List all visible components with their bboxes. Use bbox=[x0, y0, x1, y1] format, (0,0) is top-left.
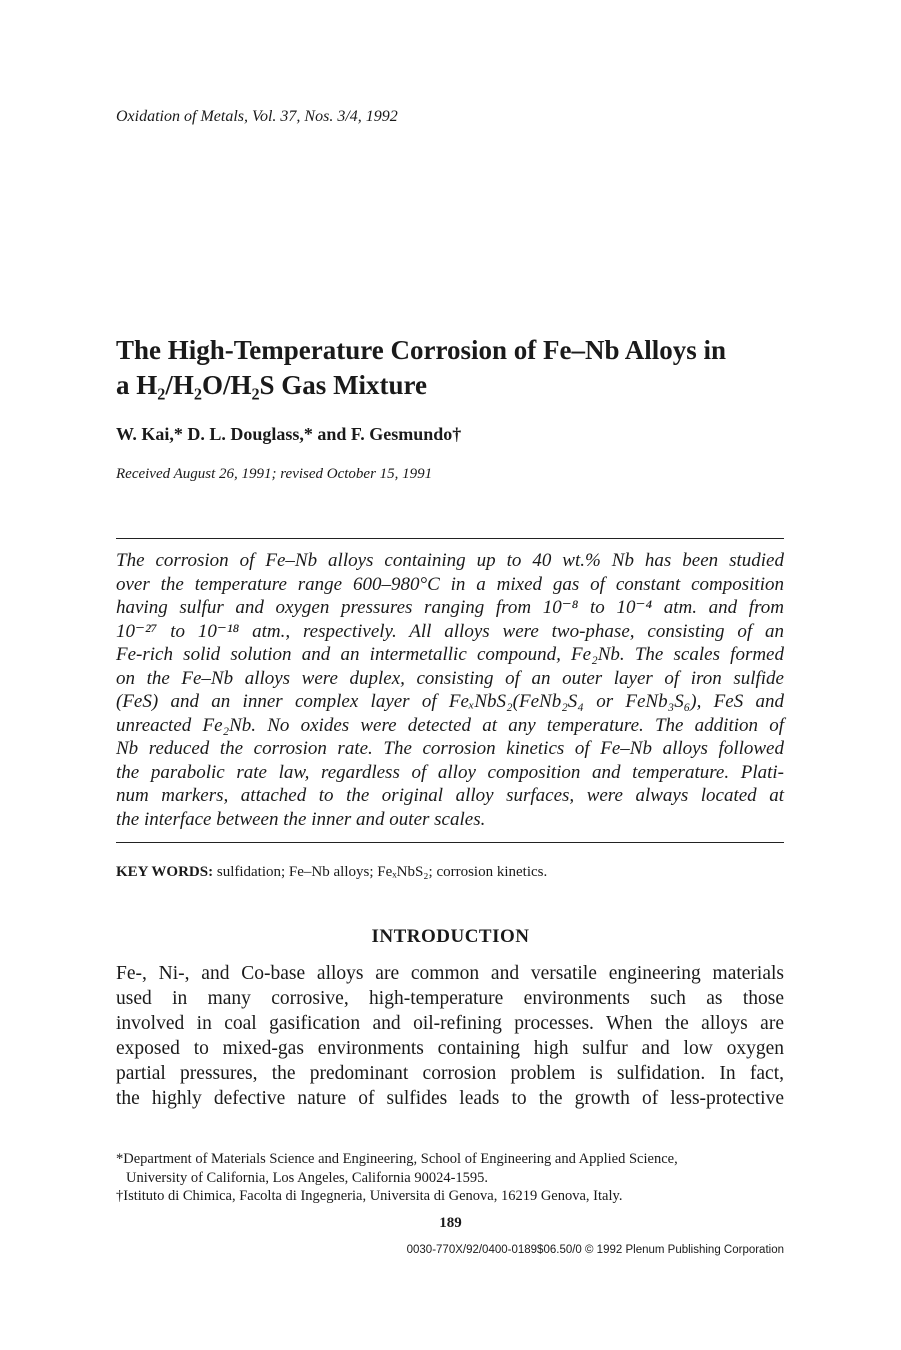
abstract-line: (FeS) and an inner complex layer of FeₓNbS₂(FeNb₂S₄ or FeNb₃S₆), FeS and bbox=[116, 691, 784, 712]
abstract-line: having sulfur and oxygen pressures ranging from 10⁻⁸ to 10⁻⁴ atm. and from bbox=[116, 597, 784, 618]
body-line: used in many corrosive, high-temperature environments such as those bbox=[116, 988, 784, 1009]
copyright-line: 0030-770X/92/0400-0189$06.50/0 © 1992 Plenum Publishing Corporation bbox=[406, 1244, 784, 1256]
body-line: exposed to mixed-gas environments containing high sulfur and low oxygen bbox=[116, 1038, 784, 1059]
abstract-line: num markers, attached to the original alloy surfaces, were always located at bbox=[116, 785, 784, 806]
footnote-affiliation-2: †Istituto di Chimica, Facolta di Ingegneria, Universita di Genova, 16219 Genova, Italy. bbox=[116, 1188, 623, 1204]
abstract-line: on the Fe–Nb alloys were duplex, consisting of an outer layer of iron sulfide bbox=[116, 667, 784, 689]
page-number: 189 bbox=[439, 1215, 462, 1231]
body-line: partial pressures, the predominant corrosion problem is sulfidation. In fact, bbox=[116, 1063, 784, 1084]
abstract-line: 10⁻²⁷ to 10⁻¹⁸ atm., respectively. All alloys were two-phase, consisting of an bbox=[116, 620, 784, 642]
keywords-text: sulfidation; Fe–Nb alloys; FeₓNbS₂; corrosion kinetics. bbox=[216, 864, 548, 880]
journal-citation: Oxidation of Metals, Vol. 37, Nos. 3/4, 1992 bbox=[116, 108, 398, 125]
abstract-line: the parabolic rate law, regardless of alloy composition and temperature. Plati- bbox=[116, 761, 784, 783]
abstract-rule-top bbox=[116, 538, 784, 539]
body-line: involved in coal gasification and oil-refining processes. When the alloys are bbox=[116, 1013, 784, 1034]
body-line: the highly defective nature of sulfides leads to the growth of less-protective bbox=[116, 1088, 784, 1109]
body-line: Fe-, Ni-, and Co-base alloys are common and versatile engineering materials bbox=[116, 963, 784, 984]
section-heading: INTRODUCTION bbox=[371, 926, 530, 947]
article-title bbox=[116, 333, 806, 403]
abstract-line: the interface between the inner and outer scales. bbox=[116, 808, 486, 830]
title-line-2: a H₂/H₂O/H₂S Gas Mixture bbox=[116, 370, 428, 400]
abstract-rule-bottom bbox=[116, 842, 784, 843]
abstract-line: unreacted Fe₂Nb. No oxides were detected at any temperature. The addition of bbox=[116, 714, 784, 736]
abstract-line: over the temperature range 600–980°C in a mixed gas of constant composition bbox=[116, 573, 784, 595]
abstract-line: The corrosion of Fe–Nb alloys containing up to 40 wt.% Nb has been studied bbox=[116, 550, 784, 571]
title-line-1: The High-Temperature Corrosion of Fe–Nb Alloys in bbox=[116, 335, 727, 365]
abstract-line: Nb reduced the corrosion rate. The corrosion kinetics of Fe–Nb alloys followed bbox=[116, 738, 784, 759]
footnote-affiliation-1: *Department of Materials Science and Engineering, School of Engineering and Applied Science, bbox=[116, 1151, 678, 1167]
keywords-label: KEY WORDS: bbox=[116, 864, 214, 880]
footnote-affiliation-1-cont: University of California, Los Angeles, California 90024-1595. bbox=[126, 1169, 489, 1186]
received-dates: Received August 26, 1991; revised October 15, 1991 bbox=[116, 466, 433, 482]
keywords bbox=[116, 864, 547, 881]
body-paragraph bbox=[116, 961, 784, 1111]
author-list: W. Kai,* D. L. Douglass,* and F. Gesmundo† bbox=[116, 424, 462, 444]
abstract bbox=[116, 549, 784, 831]
footnotes bbox=[116, 1150, 796, 1206]
abstract-line: Fe-rich solid solution and an intermetallic compound, Fe₂Nb. The scales formed bbox=[116, 644, 784, 665]
